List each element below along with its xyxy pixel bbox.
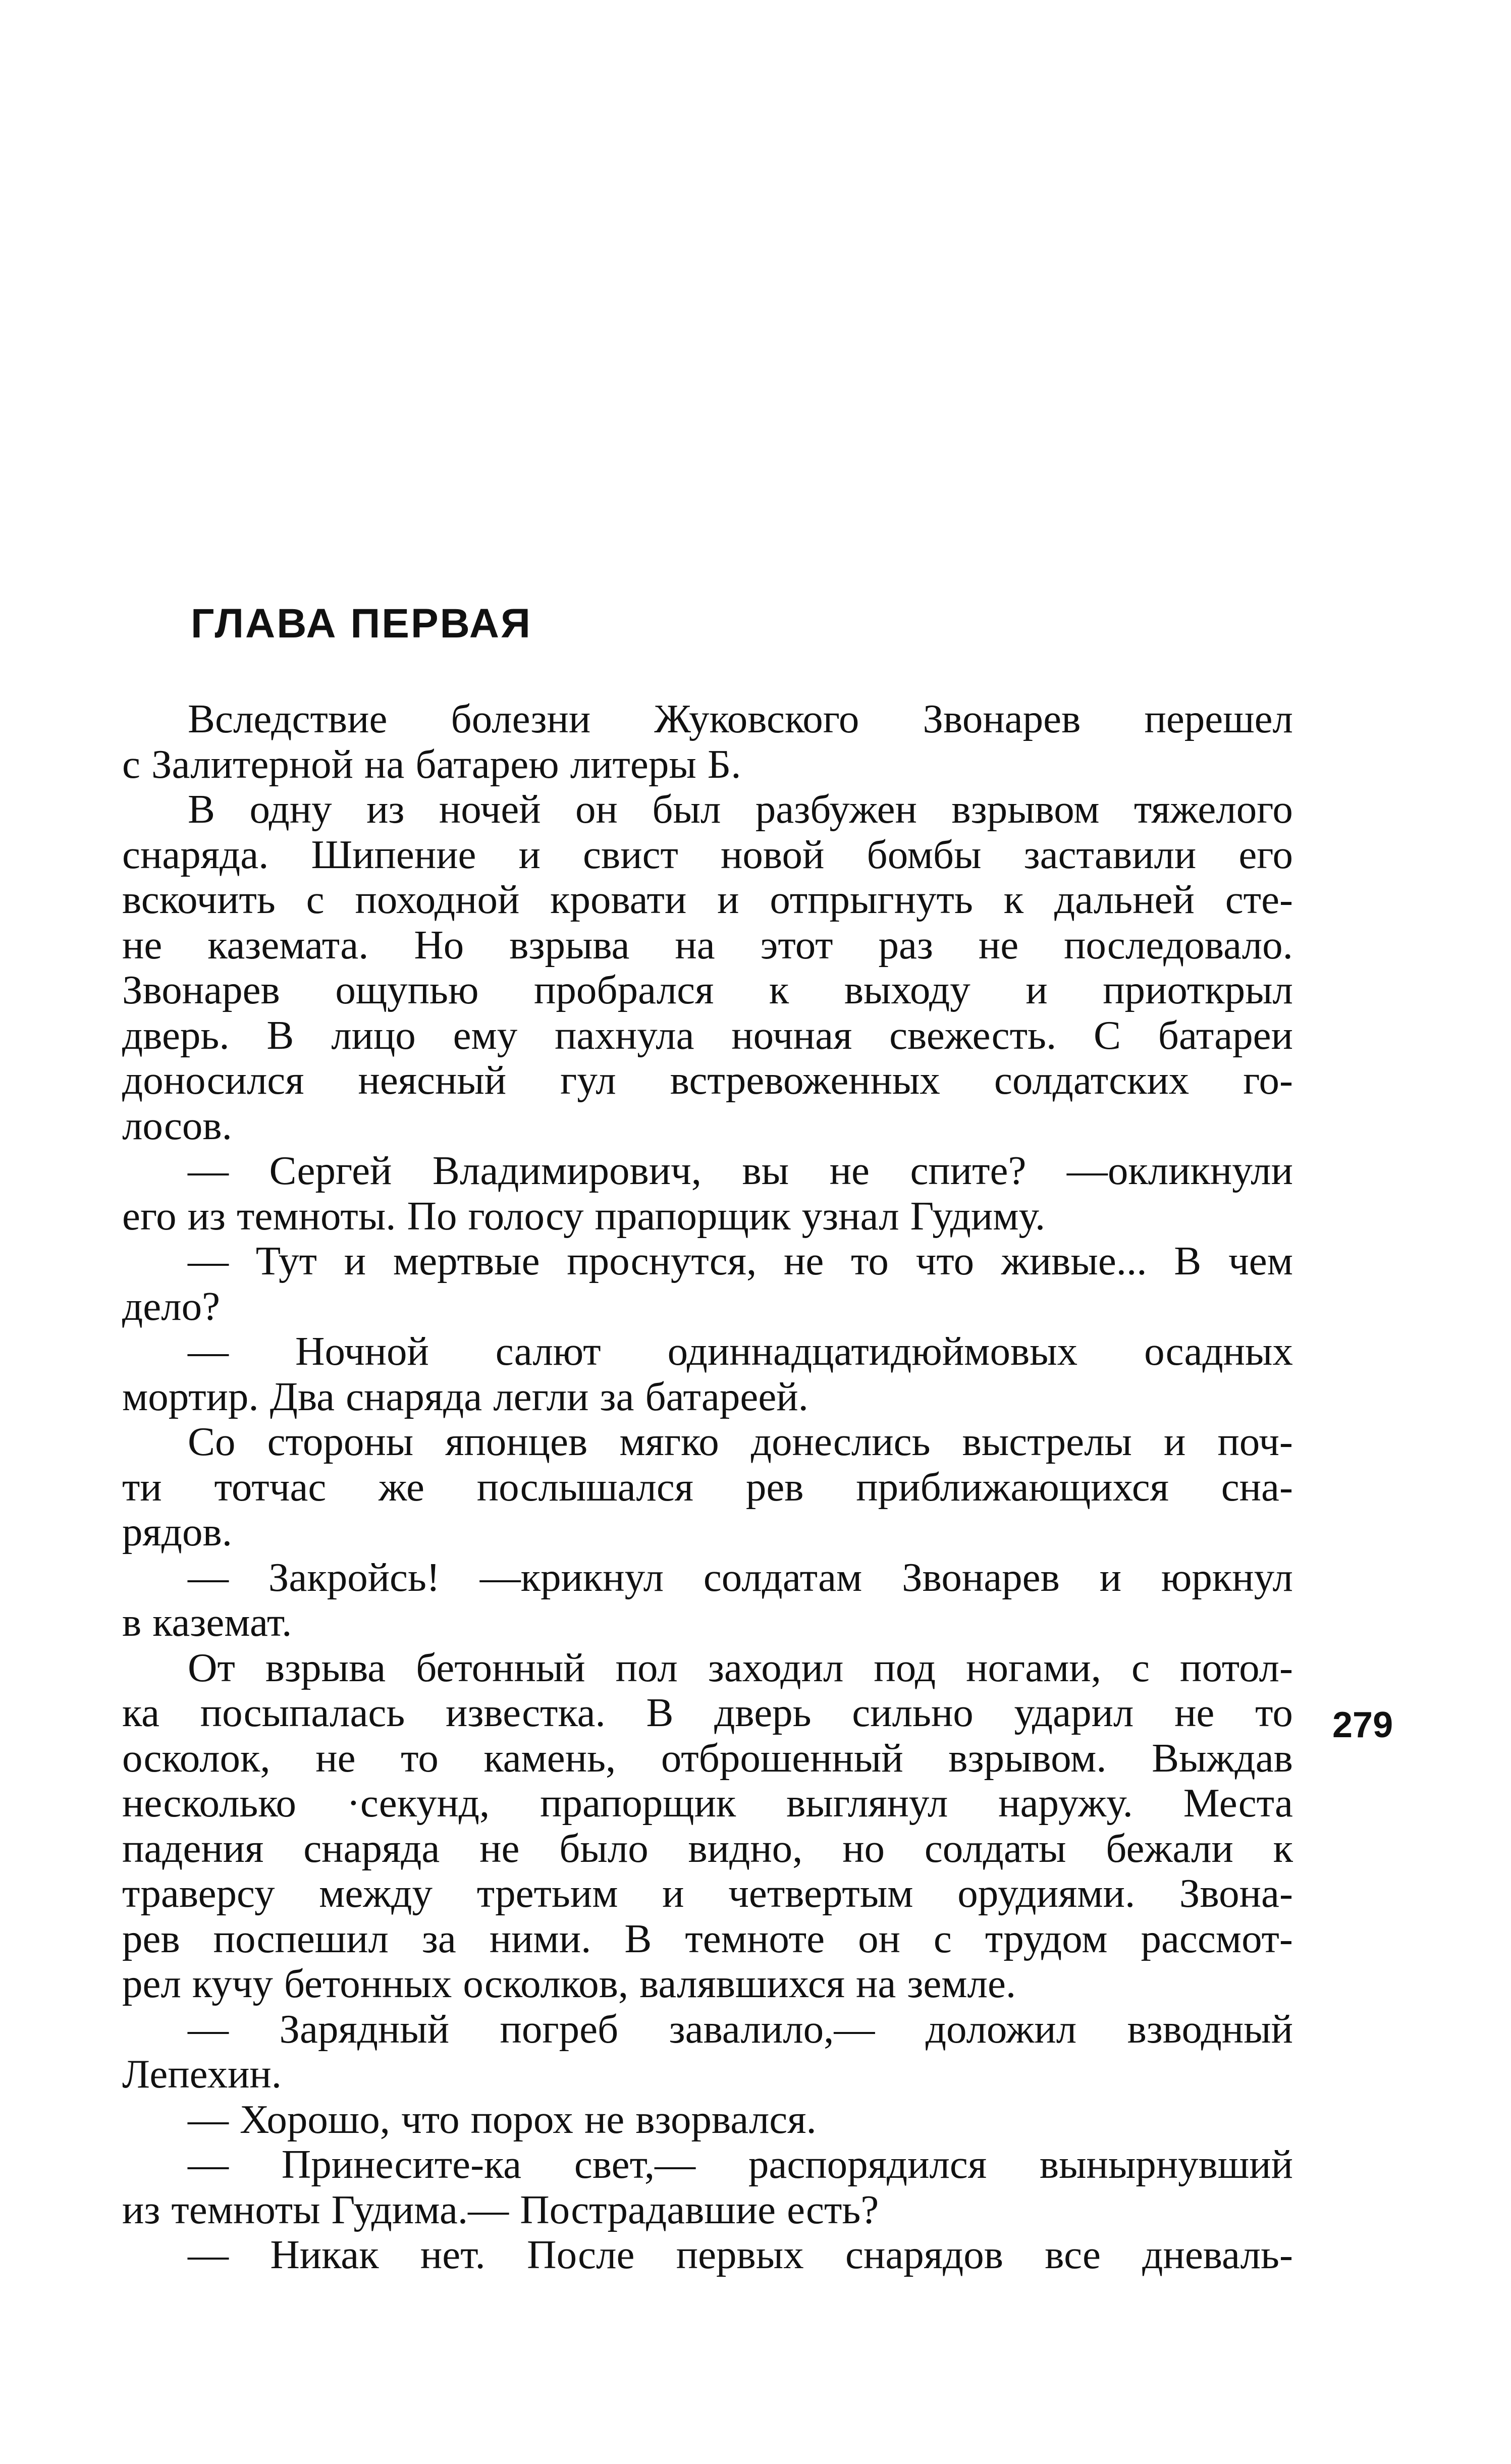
page-number: 279	[1332, 1705, 1393, 1745]
text-line: из темноты Гудима.— Пострадавшие есть?	[122, 2186, 879, 2232]
text-line: В одну из ночей он был разбужен взрывом тяжелого	[188, 786, 1293, 832]
text-line: ти тотчас же послышался рев приближающихся сна-	[122, 1464, 1293, 1510]
text-line: с Залитерной на батарею литеры Б.	[122, 741, 741, 787]
text-line: несколько ·секунд, прапорщик выглянул наружу. Места	[122, 1780, 1293, 1826]
text-line: Со стороны японцев мягко донеслись выстрелы и поч-	[188, 1419, 1293, 1464]
text-line: падения снаряда не было видно, но солдаты бежали к	[122, 1825, 1293, 1871]
text-line: — Принесите-ка свет,— распорядился вынырнувший	[188, 2141, 1293, 2187]
text-line: — Тут и мертвые проснутся, не то что живые... В чем	[188, 1238, 1293, 1283]
text-line: не каземата. Но взрыва на этот раз не последовало.	[122, 922, 1293, 968]
text-line: дверь. В лицо ему пахнула ночная свежесть. С батареи	[122, 1012, 1293, 1058]
text-line: мортир. Два снаряда легли за батареей.	[122, 1373, 808, 1419]
text-line: От взрыва бетонный пол заходил под ногами, с потол-	[188, 1644, 1293, 1690]
text-line: — Зарядный погреб завалило,— доложил взводный	[188, 2006, 1293, 2052]
text-line: траверсу между третьим и четвертым орудиями. Звона-	[122, 1870, 1293, 1916]
text-line: ка посыпалась известка. В дверь сильно ударил не то	[122, 1690, 1293, 1735]
chapter-title: ГЛАВА ПЕРВАЯ	[191, 601, 532, 647]
text-line: — Сергей Владимирович, вы не спите? —окликнули	[188, 1148, 1293, 1193]
text-line: осколок, не то камень, отброшенный взрывом. Выждав	[122, 1735, 1293, 1781]
text-line: лосов.	[122, 1102, 232, 1148]
text-line: — Закройсь! —крикнул солдатам Звонарев и юркнул	[188, 1554, 1293, 1600]
text-line: рядов.	[122, 1509, 232, 1555]
text-line: — Хорошо, что порох не взорвался.	[188, 2096, 817, 2142]
text-line: рел кучу бетонных осколков, валявшихся на земле.	[122, 1961, 1016, 2006]
text-line: — Ночной салют одиннадцатидюймовых осадных	[188, 1328, 1293, 1374]
text-line: его из темноты. По голосу прапорщик узнал Гудиму.	[122, 1193, 1046, 1239]
text-line: дело?	[122, 1283, 221, 1329]
text-line: вскочить с походной кровати и отпрыгнуть к дальней сте-	[122, 877, 1293, 922]
text-line: снаряда. Шипение и свист новой бомбы заставили его	[122, 831, 1293, 877]
text-line: — Никак нет. После первых снарядов все дневаль-	[188, 2232, 1293, 2277]
text-line: доносился неясный гул встревоженных солдатских го-	[122, 1057, 1293, 1103]
text-line: в каземат.	[122, 1599, 292, 1645]
body-text	[122, 697, 1293, 2278]
text-line: Звонарев ощупью пробрался к выходу и приоткрыл	[122, 967, 1293, 1012]
text-line: Вследствие болезни Жуковского Звонарев перешел	[188, 696, 1293, 741]
text-line: рев поспешил за ними. В темноте он с трудом рассмот-	[122, 1915, 1293, 1961]
text-line: Лепехин.	[122, 2051, 282, 2097]
